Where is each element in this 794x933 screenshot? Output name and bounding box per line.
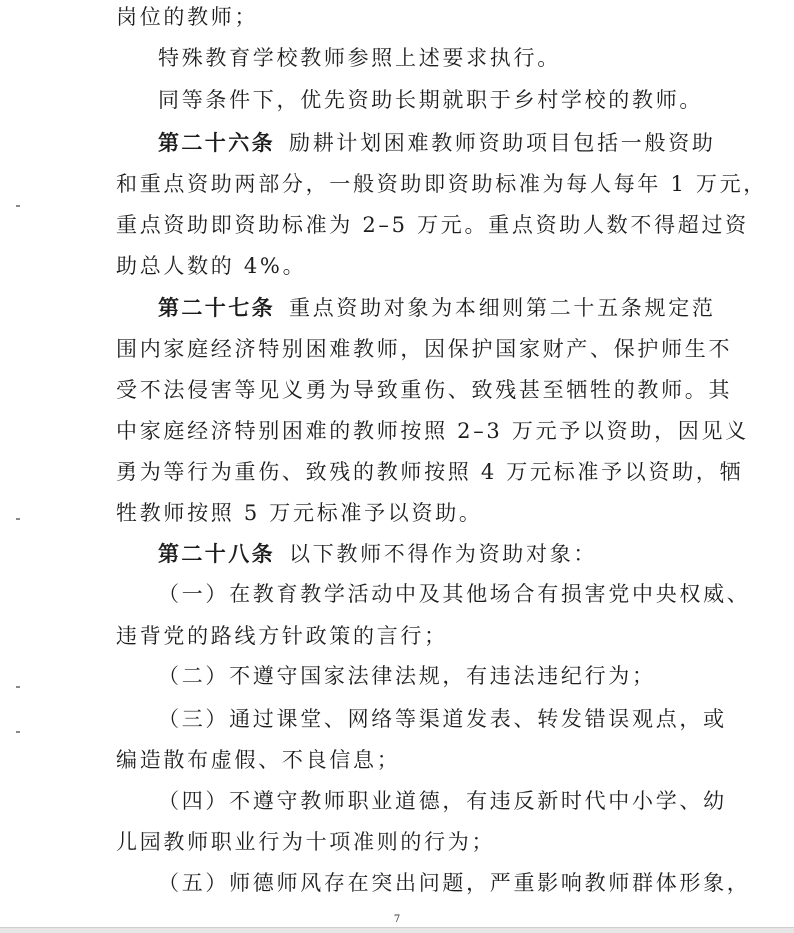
text-line: 编造散布虚假、不良信息；: [116, 748, 401, 772]
text-line: 牲教师按照 5 万元标准予以资助。: [116, 501, 483, 525]
list-item-line: （三）通过课堂、网络等渠道发表、转发错误观点，或: [158, 707, 727, 731]
scan-margin-mark: [16, 686, 20, 688]
text-line: 助总人数的 4%。: [116, 254, 307, 278]
text-line: 围内家庭经济特别困难教师，因保护国家财产、保护师生不: [116, 337, 733, 361]
scan-margin-mark: [16, 205, 20, 207]
article-title: 第二十七条: [158, 296, 275, 320]
text-line: 儿园教师职业行为十项准则的行为；: [116, 830, 496, 854]
text-line: 同等条件下，优先资助长期就职于乡村学校的教师。: [158, 88, 704, 112]
text-line: 岗位的教师；: [116, 5, 259, 29]
text-line: 违背党的路线方针政策的言行；: [116, 624, 448, 648]
article-27-heading-line: 第二十七条 重点资助对象为本细则第二十五条规定范: [158, 296, 716, 320]
list-item-line: （四）不遵守教师职业道德，有违反新时代中小学、幼: [158, 789, 727, 813]
list-item-line: （五）师德师风存在突出问题，严重影响教师群体形象，: [158, 871, 751, 895]
list-item-line: （一）在教育教学活动中及其他场合有损害党中央权威、: [158, 582, 751, 606]
text-line: 和重点资助两部分，一般资助即资助标准为每人每年 1 万元，: [116, 172, 768, 196]
list-item-line: （二）不遵守国家法律法规，有违法违纪行为；: [158, 664, 656, 688]
viewer-bottom-edge: [0, 927, 794, 933]
text-line: 受不法侵害等见义勇为导致重伤、致残甚至牺牲的教师。其: [116, 378, 733, 402]
article-26-heading-line: 第二十六条 励耕计划困难教师资助项目包括一般资助: [158, 131, 716, 155]
article-title: 第二十六条: [158, 131, 275, 155]
text-line: 勇为等行为重伤、致残的教师按照 4 万元标准予以资助，牺: [116, 460, 744, 484]
text-line: 中家庭经济特别困难的教师按照 2–3 万元予以资助，因见义: [116, 419, 749, 443]
scan-margin-mark: [16, 518, 20, 520]
text-line: 重点资助即资助标准为 2–5 万元。重点资助人数不得超过资: [116, 213, 749, 237]
article-title: 第二十八条: [158, 542, 275, 566]
scan-margin-mark: [16, 731, 20, 733]
text-line: 特殊教育学校教师参照上述要求执行。: [158, 46, 561, 70]
page-number: 7: [393, 914, 401, 925]
article-28-heading-line: 第二十八条 以下教师不得作为资助对象：: [158, 542, 598, 566]
